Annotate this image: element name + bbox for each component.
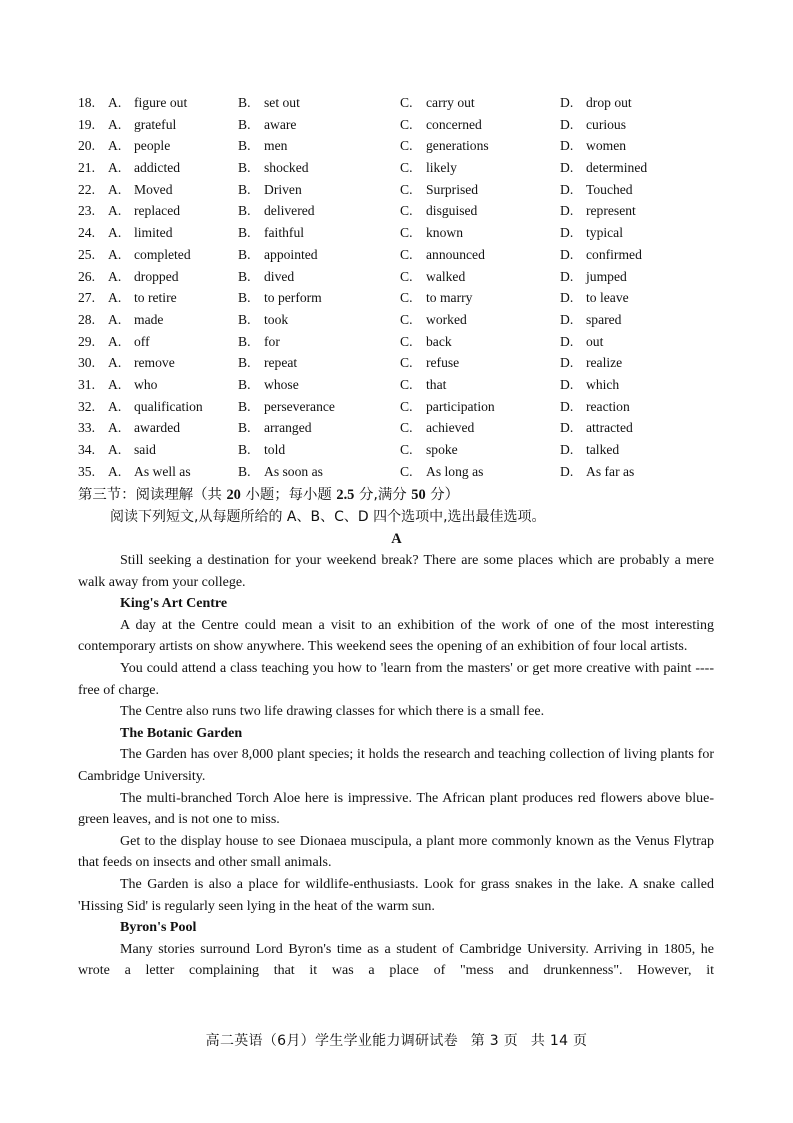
option-choice	[400, 461, 483, 483]
option-letter: B.	[238, 463, 251, 479]
option-text: attracted	[586, 420, 633, 436]
option-choice	[238, 92, 300, 114]
option-choice	[560, 135, 626, 157]
option-choice	[400, 157, 457, 179]
option-choice	[238, 396, 335, 418]
option-choice	[400, 200, 477, 222]
option-letter: D.	[560, 225, 574, 241]
question-row	[78, 114, 718, 136]
option-letter: C.	[400, 246, 413, 262]
option-text: As soon as	[264, 463, 323, 479]
option-letter: C.	[400, 442, 413, 457]
option-text: men	[264, 138, 288, 154]
option-choice	[238, 352, 297, 374]
reading-passage	[78, 550, 714, 982]
option-text: generations	[426, 138, 489, 154]
question-row	[78, 266, 718, 288]
option-letter: B.	[238, 203, 251, 219]
option-letter: C.	[400, 138, 413, 154]
question-number: 33.	[78, 420, 95, 436]
option-choice	[108, 287, 177, 309]
option-letter: D.	[560, 311, 574, 327]
option-letter: C.	[400, 463, 413, 479]
section-title-text: 小题；每小题	[240, 487, 337, 503]
section-instructions: 阅读下列短文,从每题所给的 A、B、C、D 四个选项中,选出最佳选项。	[110, 509, 546, 525]
option-text: spoke	[426, 442, 458, 457]
option-text: achieved	[426, 420, 475, 436]
option-letter: A.	[108, 311, 122, 327]
option-text: people	[134, 138, 171, 154]
option-choice	[560, 200, 636, 222]
option-text: drop out	[586, 95, 632, 110]
question-row	[78, 157, 718, 179]
option-letter: D.	[560, 246, 574, 262]
option-choice	[400, 352, 459, 374]
passage-paragraph: Many stories surround Lord Byron's time as a student of Cambridge University. Arriving in 1805, he wrote a letter complaining that it was a place of "mess and drunkenness". However, it	[78, 941, 714, 979]
passage-paragraph: The multi-branched Torch Aloe here is impressive. The African plant produces red flowers above blue-green leaves, and is not one to miss.	[78, 790, 714, 828]
option-choice	[560, 222, 623, 244]
option-text: As well as	[134, 463, 191, 479]
points-per-question: 2.5	[336, 487, 355, 503]
option-text: reaction	[586, 398, 630, 414]
option-choice	[108, 417, 180, 439]
question-count: 20	[226, 487, 241, 503]
option-letter: D.	[560, 420, 574, 436]
question-options-list	[78, 92, 718, 482]
option-text: replaced	[134, 203, 181, 219]
question-number: 20.	[78, 138, 95, 154]
option-letter: A.	[108, 160, 122, 176]
option-letter: A.	[108, 463, 122, 479]
option-choice	[108, 374, 157, 396]
option-text: women	[586, 138, 627, 154]
footer-page-number: 第 3 页	[470, 1033, 519, 1049]
passage-paragraph: The Centre also runs two life drawing classes for which there is a small fee.	[120, 704, 545, 720]
option-letter: C.	[400, 116, 413, 132]
option-letter: A.	[108, 203, 122, 219]
option-letter: D.	[560, 290, 574, 306]
option-letter: D.	[560, 398, 574, 414]
passage-intro: Still seeking a destination for your weekend break? There are some places which are probably a mere walk away from your college.	[78, 553, 714, 590]
option-letter: D.	[560, 160, 574, 176]
option-text: to marry	[426, 290, 473, 306]
option-letter: B.	[238, 376, 251, 392]
option-text: dropped	[134, 268, 179, 284]
option-letter: D.	[560, 116, 574, 132]
option-choice	[400, 396, 495, 418]
option-letter: A.	[108, 268, 122, 284]
option-letter: C.	[400, 420, 413, 436]
question-row	[78, 135, 718, 157]
option-choice	[108, 461, 191, 483]
option-text: perseverance	[264, 398, 335, 414]
question-row	[78, 222, 718, 244]
passage-paragraph: You could attend a class teaching you how to 'learn from the masters' or get more creative with paint ---- free of charge.	[78, 660, 714, 698]
option-choice	[560, 244, 642, 266]
option-choice	[560, 266, 627, 288]
option-text: delivered	[264, 203, 315, 219]
passage-heading: The Botanic Garden	[120, 725, 243, 741]
option-text: curious	[586, 116, 627, 132]
option-text: Driven	[264, 181, 302, 197]
option-text: Touched	[586, 181, 633, 197]
option-letter: D.	[560, 181, 574, 197]
option-text: refuse	[426, 355, 460, 371]
option-letter: C.	[400, 333, 413, 349]
option-choice	[560, 461, 634, 483]
option-letter: B.	[238, 116, 251, 132]
option-text: aware	[264, 116, 297, 132]
option-choice	[560, 331, 603, 353]
question-number: 27.	[78, 290, 95, 306]
option-choice	[400, 135, 489, 157]
question-number: 31.	[78, 376, 95, 392]
option-letter: D.	[560, 333, 574, 349]
option-text: set out	[264, 95, 300, 110]
question-row	[78, 396, 718, 418]
option-text: awarded	[134, 420, 181, 436]
option-letter: B.	[238, 442, 251, 457]
option-text: who	[134, 376, 158, 392]
section-title-text: 分）	[425, 487, 460, 503]
option-text: concerned	[426, 116, 482, 132]
option-choice	[238, 222, 304, 244]
option-text: announced	[426, 246, 485, 262]
option-choice	[400, 266, 465, 288]
option-letter: B.	[238, 160, 251, 176]
option-text: appointed	[264, 246, 318, 262]
option-text: to leave	[586, 290, 629, 306]
option-letter: A.	[108, 116, 122, 132]
option-choice	[400, 309, 467, 331]
question-number: 18.	[78, 95, 95, 110]
option-text: carry out	[426, 95, 475, 110]
option-choice	[238, 179, 302, 201]
option-text: said	[134, 442, 156, 457]
question-number: 21.	[78, 160, 95, 176]
option-text: qualification	[134, 398, 203, 414]
option-letter: D.	[560, 138, 574, 154]
option-letter: A.	[108, 333, 122, 349]
option-letter: C.	[400, 225, 413, 241]
option-text: determined	[586, 160, 648, 176]
option-choice	[400, 439, 458, 461]
question-row	[78, 461, 718, 483]
option-choice	[560, 92, 632, 114]
option-choice	[560, 114, 626, 136]
option-text: completed	[134, 246, 191, 262]
option-letter: B.	[238, 225, 251, 241]
question-row	[78, 287, 718, 309]
option-letter: D.	[560, 95, 574, 110]
option-letter: A.	[108, 442, 122, 457]
option-choice	[400, 374, 446, 396]
option-text: limited	[134, 225, 173, 241]
option-text: addicted	[134, 160, 181, 176]
option-letter: C.	[400, 181, 413, 197]
option-text: faithful	[264, 225, 305, 241]
question-row	[78, 244, 718, 266]
option-text: represent	[586, 203, 636, 219]
option-text: off	[134, 333, 150, 349]
question-number: 25.	[78, 246, 95, 262]
option-letter: B.	[238, 398, 251, 414]
question-number: 28.	[78, 311, 95, 327]
option-letter: A.	[108, 398, 122, 414]
option-choice	[108, 439, 156, 461]
option-choice	[560, 439, 619, 461]
option-text: to perform	[264, 290, 322, 306]
option-text: arranged	[264, 420, 312, 436]
option-choice	[400, 244, 485, 266]
option-choice	[108, 114, 176, 136]
option-letter: D.	[560, 203, 574, 219]
option-letter: A.	[108, 420, 122, 436]
option-text: repeat	[264, 355, 298, 371]
option-letter: D.	[560, 355, 574, 371]
option-letter: C.	[400, 376, 413, 392]
option-choice	[400, 114, 482, 136]
option-letter: B.	[238, 268, 251, 284]
option-choice	[238, 244, 318, 266]
question-row	[78, 92, 718, 114]
option-choice	[560, 287, 629, 309]
option-text: As long as	[426, 463, 484, 479]
option-letter: A.	[108, 225, 122, 241]
total-points: 50	[411, 487, 426, 503]
option-choice	[108, 92, 187, 114]
option-choice	[108, 331, 150, 353]
option-letter: A.	[108, 355, 122, 371]
option-choice	[238, 266, 294, 288]
option-choice	[238, 417, 312, 439]
option-choice	[108, 396, 203, 418]
option-choice	[238, 200, 315, 222]
option-letter: A.	[108, 376, 122, 392]
option-letter: A.	[108, 246, 122, 262]
option-choice	[108, 200, 180, 222]
option-text: jumped	[586, 268, 627, 284]
option-choice	[238, 439, 285, 461]
option-letter: B.	[238, 95, 251, 110]
option-text: told	[264, 442, 286, 457]
option-letter: A.	[108, 290, 122, 306]
footer-total-pages: 共 14 页	[530, 1033, 588, 1049]
option-choice	[560, 396, 630, 418]
option-letter: B.	[238, 333, 251, 349]
option-choice	[560, 417, 633, 439]
option-letter: C.	[400, 311, 413, 327]
option-choice	[400, 222, 463, 244]
option-choice	[400, 331, 452, 353]
option-choice	[560, 179, 633, 201]
option-text: likely	[426, 160, 457, 176]
option-choice	[238, 287, 322, 309]
question-row	[78, 331, 718, 353]
option-letter: B.	[238, 355, 251, 371]
section-title	[78, 485, 459, 506]
option-choice	[108, 244, 191, 266]
passage-heading: King's Art Centre	[120, 596, 228, 612]
option-text: walked	[426, 268, 466, 284]
option-letter: D.	[560, 268, 574, 284]
option-letter: B.	[238, 420, 251, 436]
option-text: out	[586, 333, 604, 349]
option-choice	[238, 309, 288, 331]
passage-paragraph: The Garden is also a place for wildlife-enthusiasts. Look for grass snakes in the lake. A snake called 'Hissing Sid' is regularly seen lying in the heat of the warm sun.	[78, 876, 714, 914]
option-choice	[400, 179, 478, 201]
option-choice	[238, 374, 299, 396]
option-text: worked	[426, 311, 467, 327]
question-row	[78, 179, 718, 201]
passage-paragraph: A day at the Centre could mean a visit to an exhibition of the work of one of the most interesting contemporary artists on show anywhere. This weekend sees the opening of an exhibition of four local artists.	[78, 617, 714, 655]
section-title-text: 第三节：阅读理解（共	[78, 487, 227, 503]
passage-paragraph: Get to the display house to see Dionaea muscipula, a plant more commonly known as the Venus Flytrap that feeds on insects and other small animals.	[78, 833, 714, 871]
option-text: for	[264, 333, 280, 349]
option-choice	[238, 157, 309, 179]
option-choice	[108, 309, 163, 331]
option-text: back	[426, 333, 452, 349]
option-text: participation	[426, 398, 495, 414]
question-row	[78, 352, 718, 374]
passage-paragraph: The Garden has over 8,000 plant species; it holds the research and teaching collection of living plants for Cambridge University.	[78, 747, 714, 784]
option-text: made	[134, 311, 164, 327]
option-choice	[108, 135, 170, 157]
question-number: 32.	[78, 398, 95, 414]
question-row	[78, 417, 718, 439]
option-choice	[560, 352, 622, 374]
option-choice	[238, 331, 280, 353]
option-text: dived	[264, 268, 295, 284]
option-letter: C.	[400, 160, 413, 176]
option-choice	[560, 157, 647, 179]
option-text: Moved	[134, 181, 173, 197]
option-letter: B.	[238, 181, 251, 197]
option-choice	[400, 92, 475, 114]
option-text: that	[426, 376, 447, 392]
option-letter: C.	[400, 268, 413, 284]
option-letter: B.	[238, 246, 251, 262]
question-number: 30.	[78, 355, 95, 371]
option-text: whose	[264, 376, 299, 392]
question-number: 19.	[78, 116, 95, 132]
option-letter: D.	[560, 442, 574, 457]
page-footer	[0, 1030, 793, 1050]
question-number: 26.	[78, 268, 95, 284]
option-choice	[238, 461, 323, 483]
question-number: 23.	[78, 203, 95, 219]
option-text: shocked	[264, 160, 309, 176]
question-row	[78, 374, 718, 396]
option-letter: D.	[560, 376, 574, 392]
option-choice	[560, 374, 619, 396]
passage-heading: Byron's Pool	[120, 920, 197, 936]
option-letter: B.	[238, 290, 251, 306]
option-letter: C.	[400, 355, 413, 371]
option-text: As far as	[586, 463, 635, 479]
option-text: took	[264, 311, 289, 327]
option-letter: C.	[400, 95, 413, 110]
option-choice	[400, 287, 472, 309]
option-text: figure out	[134, 95, 188, 110]
question-number: 22.	[78, 181, 95, 197]
option-text: typical	[586, 225, 623, 241]
question-number: 35.	[78, 463, 95, 479]
option-text: remove	[134, 355, 175, 371]
option-text: confirmed	[586, 246, 642, 262]
question-row	[78, 309, 718, 331]
option-text: to retire	[134, 290, 177, 306]
option-choice	[238, 114, 296, 136]
option-choice	[108, 266, 179, 288]
option-letter: A.	[108, 138, 122, 154]
question-number: 29.	[78, 333, 95, 349]
question-row	[78, 439, 718, 461]
option-choice	[108, 352, 175, 374]
option-letter: C.	[400, 398, 413, 414]
passage-label: A	[391, 531, 402, 547]
option-letter: D.	[560, 463, 574, 479]
option-choice	[400, 417, 474, 439]
option-text: spared	[586, 311, 622, 327]
option-letter: B.	[238, 138, 251, 154]
option-text: disguised	[426, 203, 478, 219]
question-number: 34.	[78, 442, 95, 457]
option-text: talked	[586, 442, 620, 457]
option-choice	[108, 157, 180, 179]
option-text: realize	[586, 355, 623, 371]
question-row	[78, 200, 718, 222]
section-title-text: 分,满分	[354, 487, 412, 503]
option-letter: C.	[400, 290, 413, 306]
question-number: 24.	[78, 225, 95, 241]
footer-title: 高二英语（6月）学生学业能力调研试卷	[205, 1033, 458, 1049]
option-choice	[238, 135, 287, 157]
option-choice	[560, 309, 621, 331]
option-text: which	[586, 376, 620, 392]
option-text: Surprised	[426, 181, 479, 197]
option-choice	[108, 179, 173, 201]
option-letter: A.	[108, 181, 122, 197]
option-letter: C.	[400, 203, 413, 219]
option-letter: A.	[108, 95, 122, 110]
option-text: known	[426, 225, 464, 241]
option-letter: B.	[238, 311, 251, 327]
option-choice	[108, 222, 173, 244]
option-text: grateful	[134, 116, 177, 132]
